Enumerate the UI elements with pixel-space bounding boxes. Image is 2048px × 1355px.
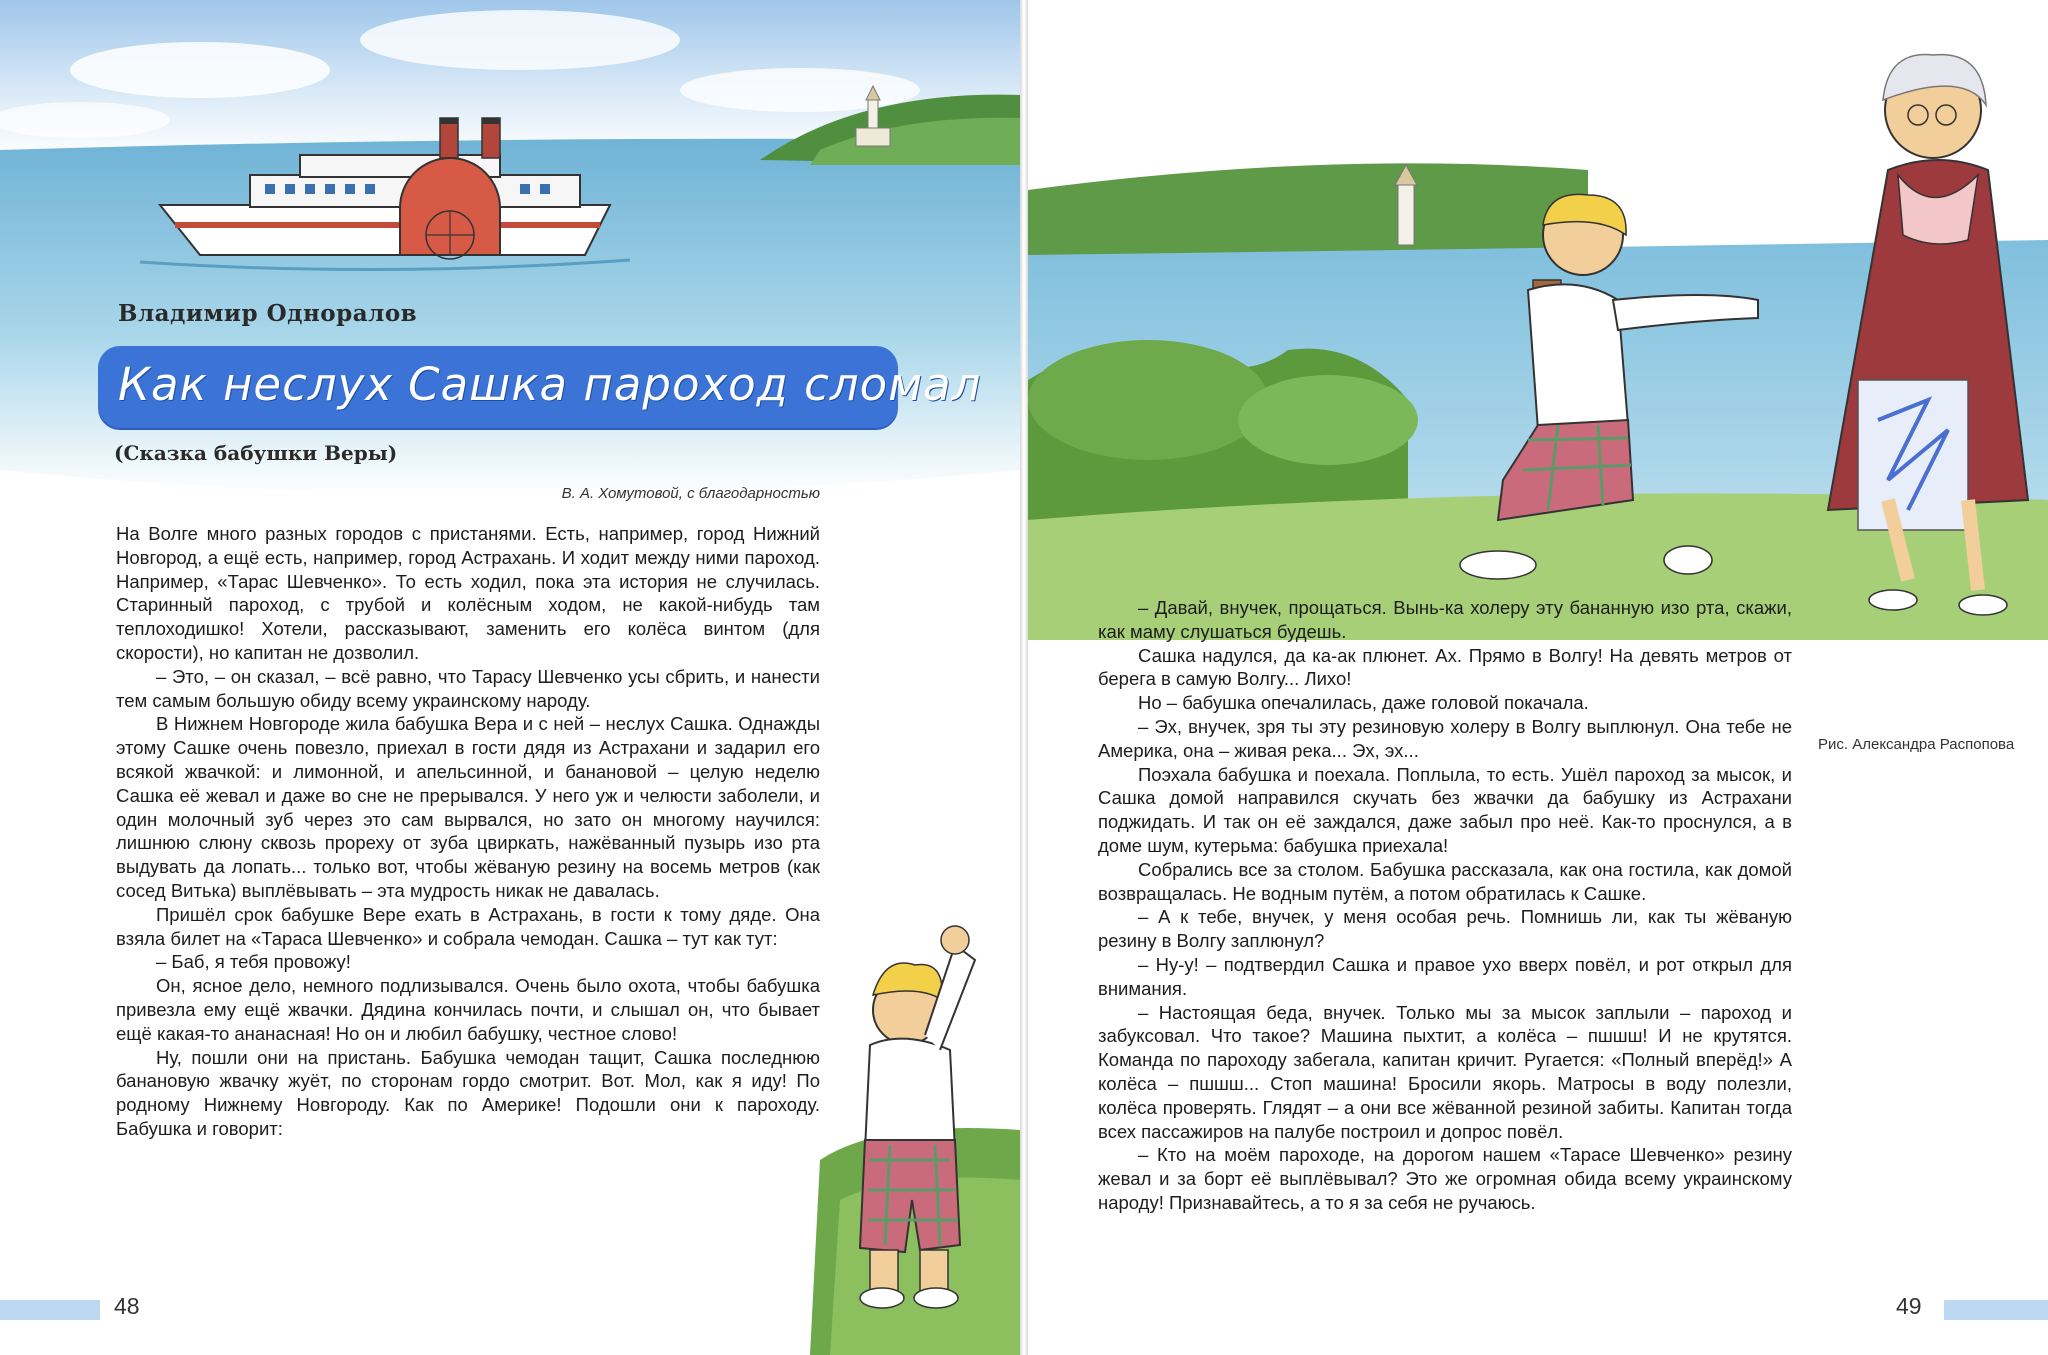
page-number: 49 xyxy=(1896,1293,1922,1319)
paragraph: – Эх, внучек, зря ты эту резиновую холеру в Волгу выплюнул. Она тебе не Америка, она – живая река... Эх, эх... xyxy=(1098,715,1792,761)
paragraph: – Давай, внучек, прощаться. Вынь-ка холеру эту бананную изо рта, скажи, как маму слушаться будешь. xyxy=(1098,597,1792,642)
paragraph: Пришёл срок бабушке Вере ехать в Астрахань, в гости к тому дяде. Она взяла билет на «Тараса Шевченко» и собрала чемодан. Сашка – тут как тут: xyxy=(116,903,820,949)
illustration-credit: Рис. Александра Распопова xyxy=(1818,736,2015,753)
dedication: В. А. Хомутовой, с благодарностью xyxy=(561,485,820,502)
paragraph: – А к тебе, внучек, у меня особая речь. Помнишь ли, как ты жёваную резину в Волгу заплюнул? xyxy=(1098,906,1792,952)
story-title: Как неслух Сашка пароход сломал xyxy=(118,358,982,411)
paragraph: Ну, пошли они на пристань. Бабушка чемодан тащит, Сашка последнюю банановую жвачку жуёт, по сторонам гордо смотрит. Вот. Мол, как я иду! По родному Нижнему Новгороду. Как по Америке! Подошли они к пароходу. Бабушка и говорит: xyxy=(116,1046,820,1139)
left-body-text xyxy=(116,522,820,1141)
right-body-text xyxy=(1098,596,1792,1215)
paragraph: На Волге много разных городов с пристанями. Есть, например, город Нижний Новгород, а ещё есть, например, город Астрахань. И ходит между ними пароход. Например, «Тарас Шевченко». То есть ходил, пока эта история не случилась. Старинный пароход, с трубой и колёсным ходом, не какой-нибудь там теплоходишко! Хотели, рассказывают, заменить его колёса винтом (для скорости), но капитан не дозволил. xyxy=(116,523,820,663)
boy-and-grandmother-illustration xyxy=(1028,0,2048,640)
paragraph: – Настоящая беда, внучек. Только мы за мысок заплыли – пароход и забуксовал. Что такое? Машина пыхтит, а колёса – пшшш! И не крутятся. Команда по пароходу забегала, капитан кричит. Ругается: «Полный вперёд!» А колёса – пшшш... Стоп машина! Бросили якорь. Матросы в воду полезли, колёса проверять. Глядят – а они все жёванной резиной забиты. Капитан тогда всех пассажиров на палубе построил и допрос повёл. xyxy=(1098,1001,1792,1142)
right-page xyxy=(1028,0,2048,1355)
page-number: 48 xyxy=(114,1293,140,1319)
paragraph: Собрались все за столом. Бабушка рассказала, как она гостила, как домой возвращалась. Не водным путём, а потом обратилась к Сашке. xyxy=(1098,858,1792,904)
paragraph: Сашка надулся, да ка-ак плюнет. Ах. Прямо в Волгу! На девять метров от берега в самую Волгу... Лихо! xyxy=(1098,644,1792,690)
boy-waving-illustration xyxy=(810,926,1020,1355)
paragraph: Поэхала бабушка и поехала. Поплыла, то есть. Ушёл пароход за мысок, и Сашка домой направился скучать без жвачки да бабушку из Астрахани поджидать. И так он её заждался, даже забыл про неё. Как-то проснулся, а в доме шум, кутерьма: бабушка приехала! xyxy=(1098,763,1792,856)
gutter xyxy=(1020,0,1028,1355)
story-subtitle: (Сказка бабушки Веры) xyxy=(114,441,398,465)
author-name: Владимир Одноралов xyxy=(118,300,418,327)
left-page xyxy=(0,0,1020,1355)
paragraph: В Нижнем Новгороде жила бабушка Вера и с ней – неслух Сашка. Однажды этому Сашке очень повезло, приехал в гости дядя из Астрахани и задарил его всякой жвачкой: и лимонной, и апельсинной, и банановой – целую неделю Сашка её жевал и даже во сне не прерывался. У него уж и челюсти заболели, и один молочный зуб через это сам вырвался, но зато он многому научился: лишнюю слюну сквозь прореху от зуба цвиркать, нажёванный пузырь изо рта выдувать да лопать... только вот, чтобы жёваную резину на восемь метров (как сосед Витька) выплёвывать – эта мудрость никак не давалась. xyxy=(116,713,820,901)
paragraph: Но – бабушка опечалилась, даже головой покачала. xyxy=(1138,692,1589,714)
paragraph: – Кто на моём пароходе, на дорогом нашем «Тарасе Шевченко» резину жевал и за борт её выплёвывал? Это же огромная обида всему украинскому народу! Признавайтесь, а то я за себя не ручаюсь. xyxy=(1098,1144,1792,1213)
footer-bar xyxy=(1944,1300,2048,1320)
footer-bar xyxy=(0,1300,100,1320)
paragraph: – Ну-у! – подтвердил Сашка и правое ухо вверх повёл, и рот открыл для внимания. xyxy=(1098,953,1792,999)
paragraph: Он, ясное дело, немного подлизывался. Очень было охота, чтобы бабушка привезла ему ещё жвачки. Дядина кончилась почти, и слышал он, что бывает ещё какая-то ананасная! Но он и любил бабушку, честное слово! xyxy=(116,975,820,1044)
paragraph: – Баб, я тебя провожу! xyxy=(156,951,351,973)
paragraph: – Это, – он сказал, – всё равно, что Тарасу Шевченко усы сбрить, и нанести тем самым большую обиду всему украинскому народу. xyxy=(116,665,820,711)
title-banner xyxy=(98,346,982,428)
